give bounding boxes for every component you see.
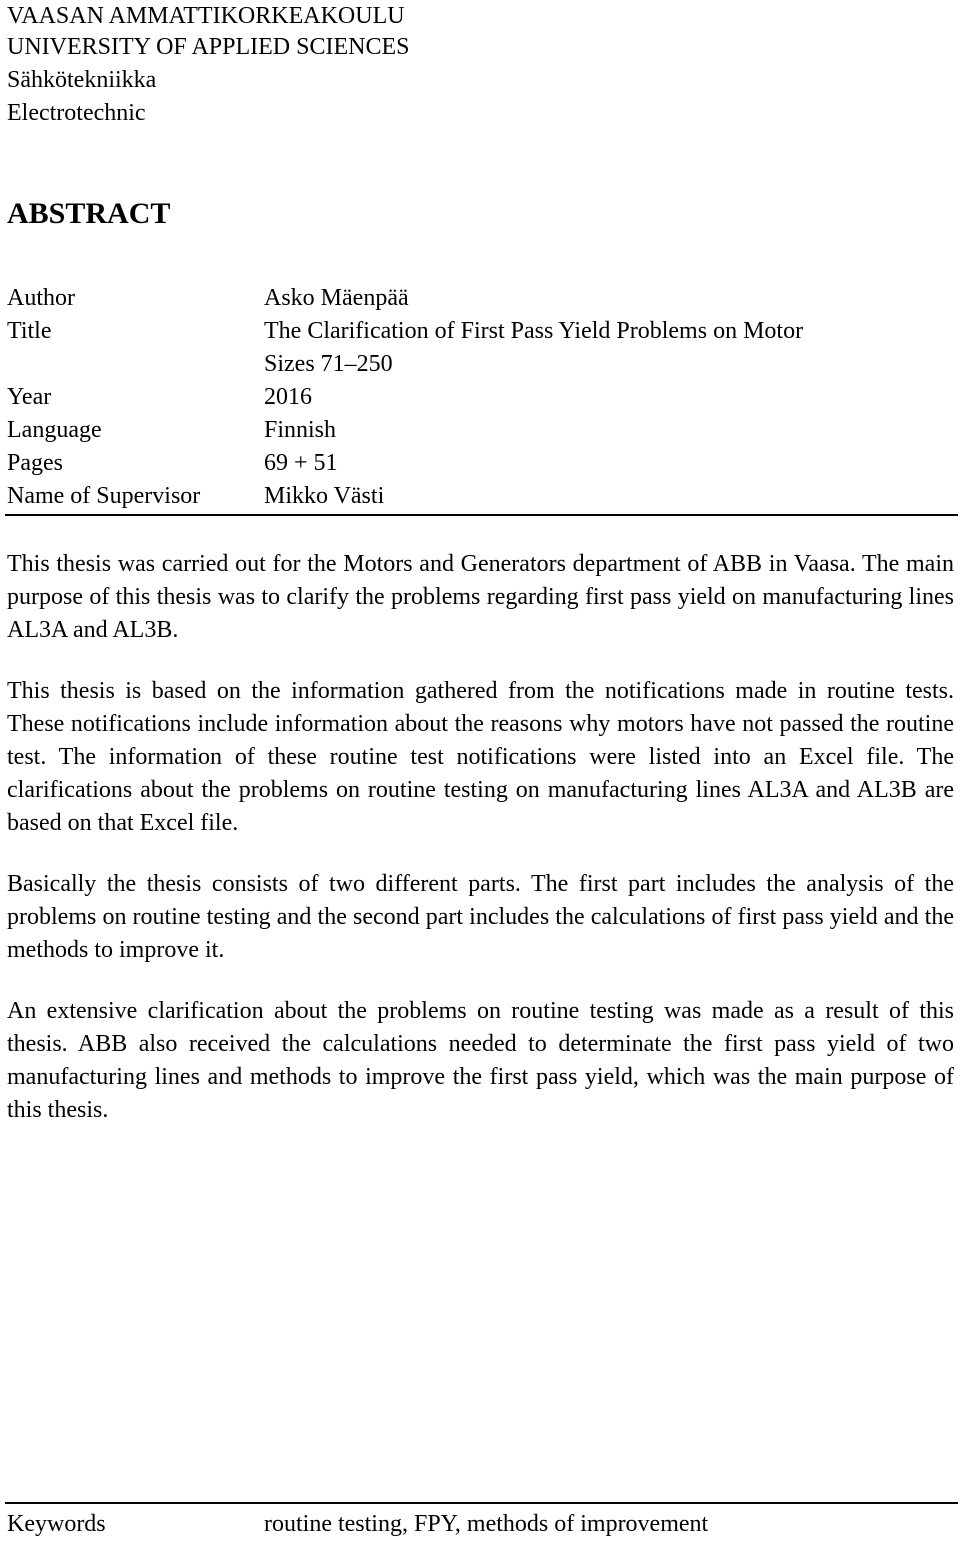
keywords-value: routine testing, FPY, methods of improvement: [264, 1511, 709, 1537]
meta-divider: [5, 514, 958, 516]
pages-value: 69 + 51: [264, 450, 338, 476]
year-value: 2016: [264, 384, 312, 410]
abstract-paragraph: An extensive clarification about the problems on routine testing was made as a result of this thesis. ABB also received the calculations needed to determinate the first pass yield of two manufacturing lines and methods to improve the first pass yield, which was the main purpose of this thesis.: [7, 998, 954, 1123]
pages-label: Pages: [7, 450, 63, 476]
year-label: Year: [7, 384, 52, 410]
title-value-continued: Sizes 71–250: [264, 351, 393, 377]
keywords-label: Keywords: [7, 1511, 106, 1537]
title-label: Title: [7, 318, 52, 344]
institution-name-finnish: VAASAN AMMATTIKORKEAKOULU: [7, 3, 405, 29]
keywords-divider: [5, 1502, 958, 1504]
abstract-paragraph: Basically the thesis consists of two different parts. The first part includes the analysis of the problems on routine testing and the second part includes the calculations of first pass yield and the methods to improve it.: [7, 871, 954, 963]
degree-programme-finnish: Sähkötekniikka: [7, 67, 157, 93]
degree-programme-english: Electrotechnic: [7, 100, 146, 126]
supervisor-label: Name of Supervisor: [7, 483, 201, 509]
page-title: ABSTRACT: [7, 197, 171, 230]
language-label: Language: [7, 417, 102, 443]
supervisor-value: Mikko Västi: [264, 483, 385, 509]
abstract-body: [7, 548, 954, 1155]
institution-name-english: UNIVERSITY OF APPLIED SCIENCES: [7, 34, 410, 60]
author-label: Author: [7, 285, 75, 311]
language-value: Finnish: [264, 417, 337, 443]
author-value: Asko Mäenpää: [264, 285, 409, 311]
abstract-paragraph: This thesis was carried out for the Motors and Generators department of ABB in Vaasa. The main purpose of this thesis was to clarify the problems regarding first pass yield on manufacturing lines AL3A and AL3B.: [7, 551, 954, 643]
abstract-paragraph: This thesis is based on the information gathered from the notifications made in routine tests. These notifications include information about the reasons why motors have not passed the routine test. The information of these routine test notifications were listed into an Excel file. The clarifications about the problems on routine testing on manufacturing lines AL3A and AL3B are based on that Excel file.: [7, 678, 954, 836]
title-value: The Clarification of First Pass Yield Problems on Motor: [264, 318, 804, 344]
